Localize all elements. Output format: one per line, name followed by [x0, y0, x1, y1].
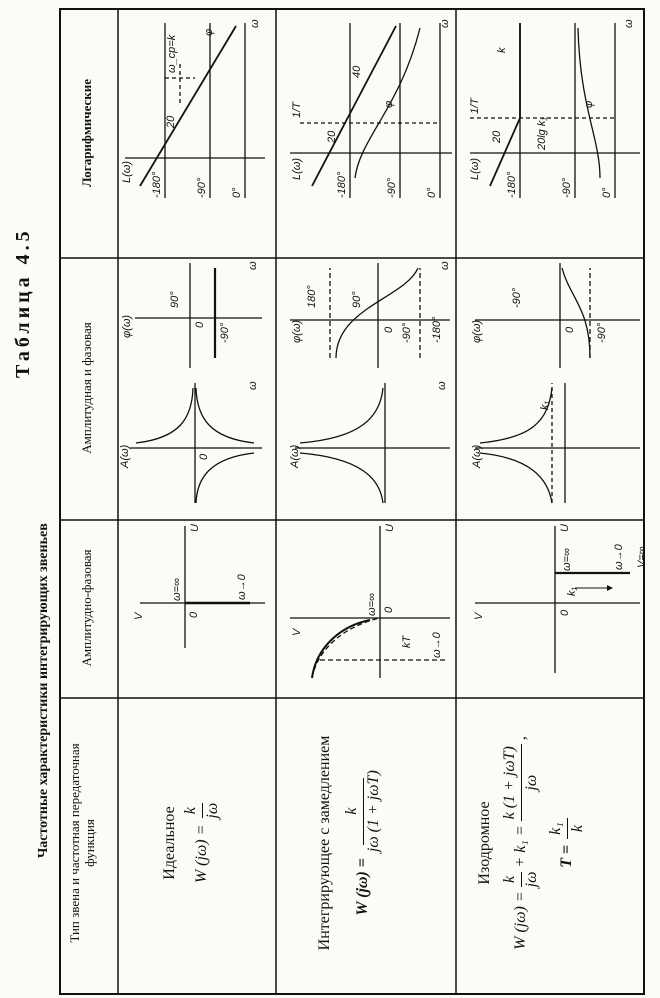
- row3-amp-plot: [475, 383, 640, 503]
- row3-formula-num: k: [500, 872, 522, 887]
- row2-name: Интегрирующее с замедлением: [316, 735, 333, 951]
- row3-log-label-w: ω: [623, 19, 635, 28]
- row1-afc-label-v: V: [133, 612, 145, 620]
- row3-afc-label-w0: ω→0: [613, 544, 625, 570]
- row1-formula-lhs: W (jω) =: [192, 824, 210, 884]
- row2-phase-label-0: 0: [383, 326, 395, 333]
- row1-phase-plot: [135, 263, 262, 368]
- row2-phase-label-m90: -90°: [401, 322, 413, 343]
- row3-log-label-1t: 1/T: [469, 98, 481, 114]
- header-type: Тип звена и частотная передаточная функция: [67, 743, 97, 943]
- row1-phase-label-90: 90°: [169, 291, 181, 308]
- row3-phase-label-90: -90°: [511, 287, 523, 308]
- row1-log-label-phi: φ: [203, 28, 215, 36]
- row3-afc-label-0: 0: [559, 609, 571, 616]
- row2-amp-plot: [295, 383, 450, 503]
- row1-phase-label-m90: -90°: [219, 322, 231, 343]
- row3-amp-label-k1: k₁: [539, 401, 551, 410]
- row2-afc-label-winf: ω=∞: [366, 593, 378, 616]
- row1-phase-label-0: 0: [194, 321, 206, 328]
- row2-amp-label-w: ω: [436, 381, 448, 390]
- row3-afc-label-vinf: V=∞: [636, 546, 648, 568]
- row3-afc-label-u: U: [559, 524, 571, 532]
- row3-log-label-phi: φ: [583, 100, 595, 108]
- row3-formula2-den: k: [569, 825, 587, 833]
- row1-log-label-wcp: ω_ср=k: [166, 34, 178, 73]
- row1-phase-label-phi: φ(ω): [121, 314, 133, 338]
- row2-formula-den: jω (1 + jωT): [364, 770, 382, 853]
- row1-formula-den: jω: [203, 802, 221, 819]
- row1-log-label-20: 20: [165, 115, 177, 128]
- row2-phase-label-m180: -180°: [431, 316, 443, 343]
- row2-afc-label-0: 0: [383, 606, 395, 613]
- row2-phase-plot: [290, 263, 450, 368]
- row1-phase-label-w: ω: [247, 261, 259, 270]
- header-amp-phase: Амплитудная и фазовая: [79, 322, 94, 454]
- row3-amp-label-a: A(ω): [471, 444, 483, 468]
- row2-log-label-40: 40: [351, 65, 363, 78]
- row2-log-label-0deg: 0°: [426, 187, 438, 198]
- row3-log-label-k: k: [496, 47, 508, 53]
- row3-log-label-20: 20: [491, 130, 503, 143]
- row2-phase-label-90: 90°: [351, 291, 363, 308]
- row3-formula-lhs: W (jω) =: [511, 891, 529, 950]
- row1-log-label-w: ω: [249, 19, 261, 28]
- row2-phase-label-180: 180°: [306, 285, 318, 308]
- row2-log-label-1t: 1/T: [291, 102, 303, 118]
- row3-phase-plot: [475, 263, 640, 368]
- row1-amp-label-0: 0: [198, 453, 210, 460]
- row1-log-label-0deg: 0°: [231, 187, 243, 198]
- row2-formula-lhs: W (jω) =: [353, 858, 371, 916]
- row2-log-label-m180: -180°: [336, 171, 348, 198]
- row2-phase-label-phi: φ(ω): [291, 319, 303, 343]
- row1-afc-label-0: 0: [188, 611, 200, 618]
- row3-phase-label-m90: -90°: [596, 322, 608, 343]
- row3-log-label-20lg: 20lg k₁: [536, 117, 548, 150]
- row1-log-label-m90: -90°: [196, 177, 208, 198]
- row2-afc-label-u: U: [384, 524, 396, 532]
- row1-log-plot: [125, 23, 265, 198]
- row3-afc-label-winf: ω=∞: [561, 548, 573, 571]
- row2-log-label-l: L(ω): [291, 157, 303, 180]
- row2-log-label-20: 20: [326, 130, 338, 143]
- row1-afc-label-w0: ω→0: [236, 574, 248, 600]
- row3-formula-mid: + k₁ =: [511, 825, 529, 868]
- row2-amp-label-a: A(ω): [289, 444, 301, 468]
- row3-phase-label-0: 0: [564, 326, 576, 333]
- row3-name: Изодромное: [476, 801, 493, 885]
- row1-formula-num: k: [181, 803, 203, 818]
- row3-log-label-m180: -180°: [506, 171, 518, 198]
- table-number: Таблица 4.5: [12, 227, 34, 378]
- header-log: Логарифмические: [79, 78, 94, 188]
- row2-log-label-phi: φ: [383, 100, 395, 108]
- row2-afc-label-w0: ω→0: [431, 632, 443, 658]
- row1-amp-plot: [130, 383, 262, 503]
- row3-formula2-num: k₁: [546, 818, 568, 839]
- row3-afc-label-k1: k₁: [566, 587, 578, 596]
- row3-afc-label-v: V: [473, 612, 485, 620]
- row1-log-label-m180: -180°: [151, 171, 163, 198]
- row3-phase-label-phi: φ(ω): [471, 319, 483, 343]
- row1-log-label-l: L(ω): [121, 160, 133, 183]
- row1-amp-label-w: ω: [247, 381, 259, 390]
- table-caption: Частотные характеристики интегрирующих звеньев: [36, 523, 51, 858]
- row1-amp-label-a: A(ω): [119, 444, 131, 468]
- row3-formula-tail: ,: [511, 736, 529, 741]
- row1-afc-label-u: U: [189, 524, 201, 532]
- row2-afc-label-v: V: [291, 628, 303, 636]
- row3-log-label-l: L(ω): [469, 157, 481, 180]
- row2-log-label-w: ω: [439, 19, 451, 28]
- row1-name: Идеальное: [161, 806, 178, 880]
- row3-formula-den2: jω: [522, 774, 540, 791]
- row2-log-plot: [290, 23, 452, 198]
- row2-formula-num: k: [342, 778, 364, 845]
- header-afc: Амплитудно-фазовая: [79, 549, 94, 667]
- row2-log-label-m90: -90°: [386, 177, 398, 198]
- row1-afc-label-winf: ω=∞: [171, 578, 183, 601]
- row2-phase-label-w: ω: [439, 261, 451, 270]
- row3-formula2-lhs: T =: [558, 844, 576, 868]
- row3-formula-den: jω: [522, 871, 540, 888]
- row3-log-label-0deg: 0°: [601, 187, 613, 198]
- row2-afc-label-kt: kT: [401, 635, 413, 648]
- row3-log-label-m90: -90°: [561, 177, 573, 198]
- row3-formula-num2: k (1 + jωT): [500, 744, 522, 821]
